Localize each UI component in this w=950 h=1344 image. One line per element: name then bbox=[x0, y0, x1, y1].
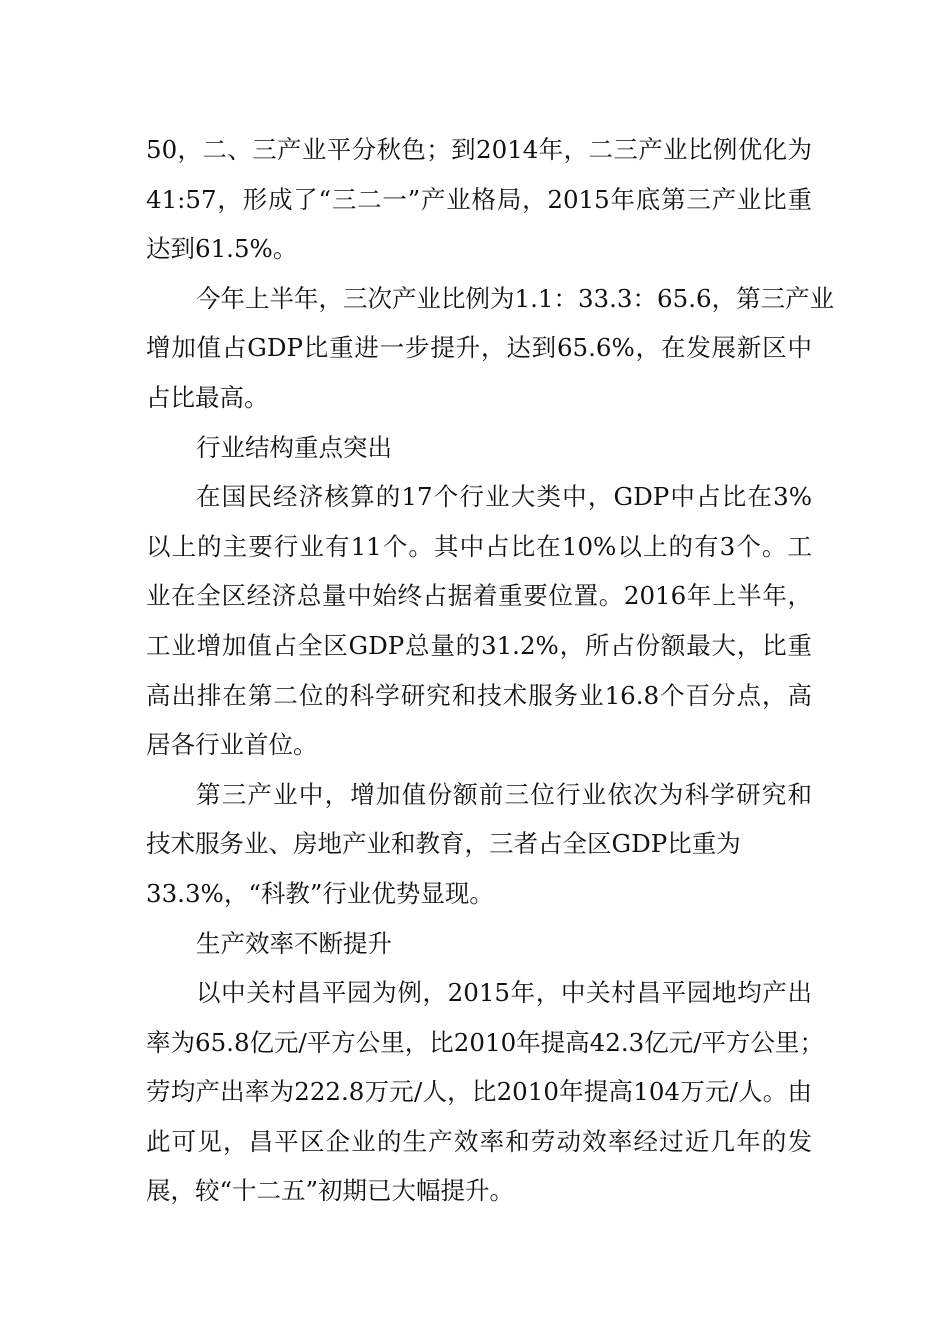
text-line: 工业增加值占全区GDP总量的31.2%，所占份额最大，比重 bbox=[146, 630, 812, 660]
section-heading: 行业结构重点突出 bbox=[196, 432, 392, 462]
text-line: 50，二、三产业平分秋色；到2014年，二三产业比例优化为 bbox=[146, 135, 812, 164]
text-line: 增加值占GDP比重进一步提升，达到65.6%，在发展新区中 bbox=[146, 333, 812, 363]
text-line: 第三产业中，增加值份额前三位行业依次为科学研究和 bbox=[196, 779, 812, 809]
text-line: 今年上半年，三次产业比例为1.1：33.3：65.6，第三产业 bbox=[196, 283, 835, 313]
text-line: 在国民经济核算的17个行业大类中，GDP中占比在3% bbox=[196, 482, 812, 512]
text-line: 率为65.8亿元/平方公里，比2010年提高42.3亿元/平方公里； bbox=[146, 1027, 824, 1057]
text-line: 展，较“十二五”初期已大幅提升。 bbox=[146, 1176, 515, 1206]
text-line: 劳均产出率为222.8万元/人，比2010年提高104万元/人。由 bbox=[146, 1077, 812, 1107]
text-line: 41:57，形成了“三二一”产业格局，2015年底第三产业比重 bbox=[146, 184, 812, 214]
text-line: 33.3%，“科教”行业优势显现。 bbox=[146, 878, 494, 908]
document-body bbox=[146, 125, 835, 1216]
text-line: 占比最高。 bbox=[146, 382, 269, 412]
text-line: 以上的主要行业有11个。其中占比在10%以上的有3个。工 bbox=[146, 531, 812, 561]
text-line: 技术服务业、房地产业和教育，三者占全区GDP比重为 bbox=[146, 829, 741, 859]
text-line: 业在全区经济总量中始终占据着重要位置。2016年上半年， bbox=[146, 581, 812, 611]
text-line: 此可见，昌平区企业的生产效率和劳动效率经过近几年的发 bbox=[146, 1126, 812, 1156]
text-line: 达到61.5%。 bbox=[146, 234, 298, 264]
text-line: 以中关村昌平园为例，2015年，中关村昌平园地均产出 bbox=[196, 978, 812, 1008]
section-heading: 生产效率不断提升 bbox=[196, 928, 392, 958]
text-line: 高出排在第二位的科学研究和技术服务业16.8个百分点，高 bbox=[146, 680, 812, 710]
text-line: 居各行业首位。 bbox=[146, 730, 318, 760]
